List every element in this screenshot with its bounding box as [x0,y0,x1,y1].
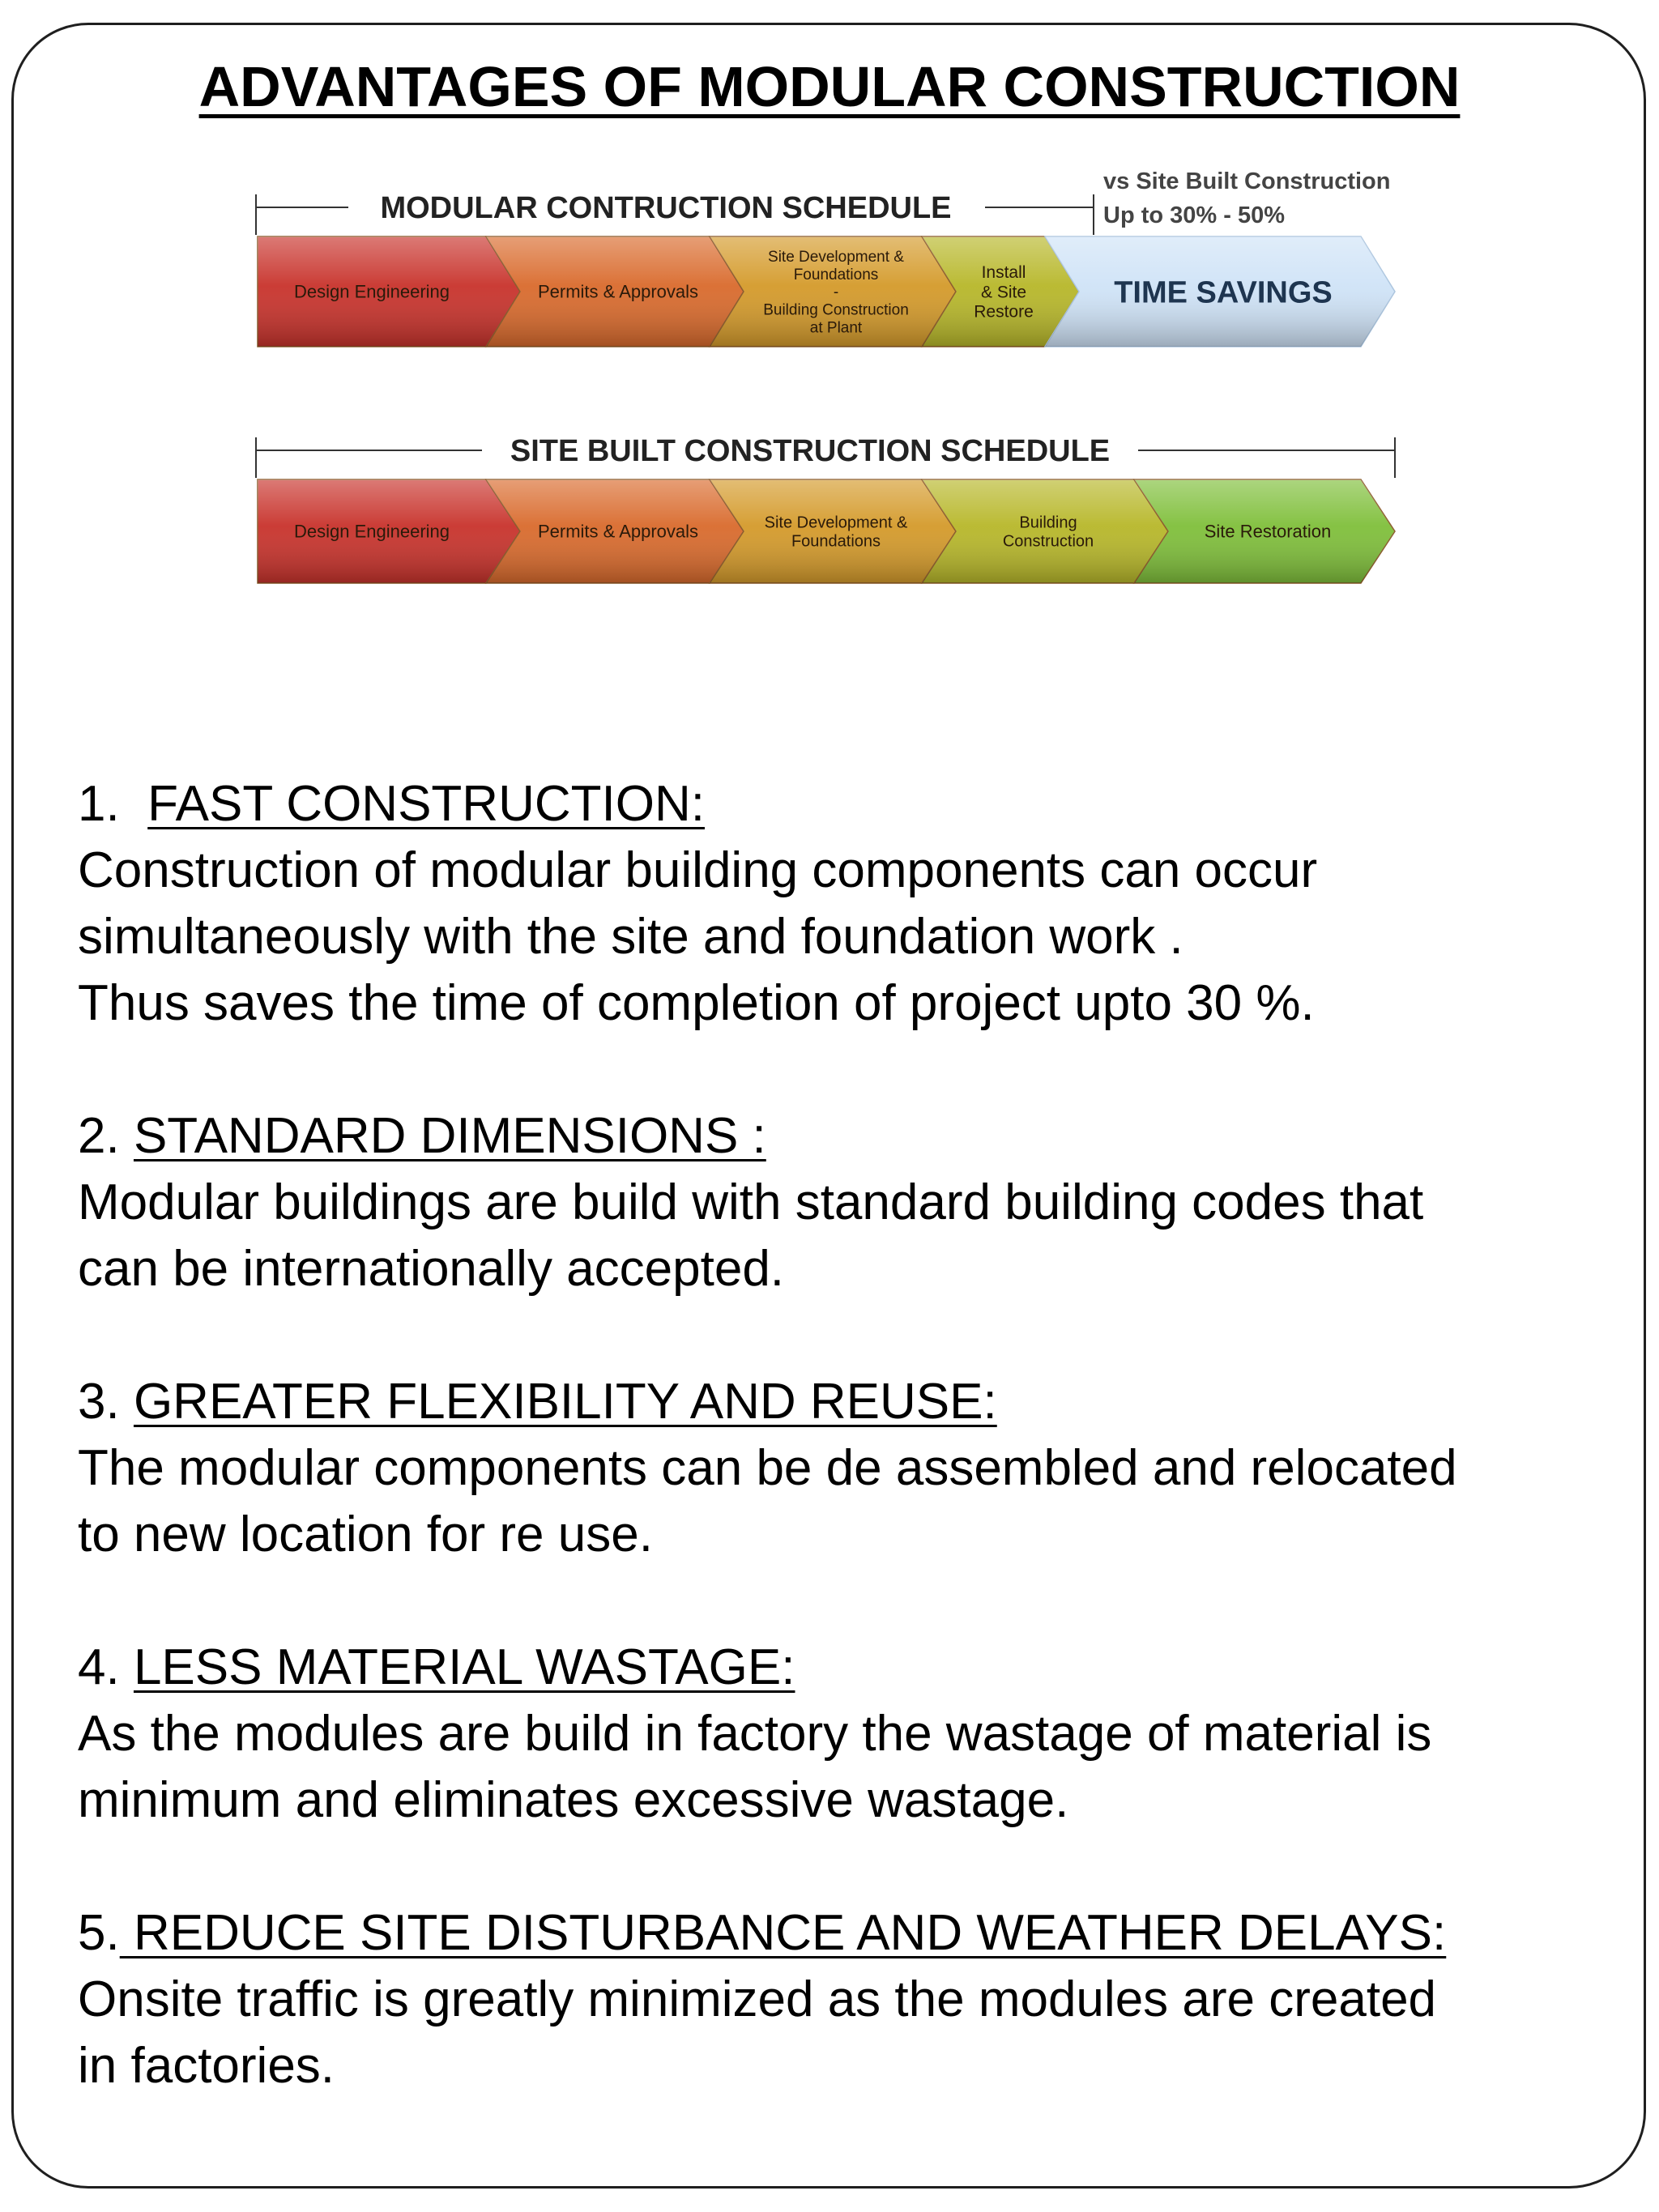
advantages-list [78,771,1617,2166]
advantage-item: 5. REDUCE SITE DISTURBANCE AND WEATHER DELAYS: Onsite traffic is greatly minimized as the modules are created in factories. [78,1905,1447,2094]
stage-label: Install [981,263,1026,283]
advantage-heading: STANDARD DIMENSIONS : [133,1108,766,1164]
stage-label: Construction [1002,532,1094,551]
site-schedule-diagram [0,0,1659,616]
stage-label: Building [1019,514,1077,532]
stage-label: - [833,283,839,301]
stage-label: Site Development & [768,248,904,266]
advantage-heading: FAST CONSTRUCTION: [147,776,705,832]
page-title: ADVANTAGES OF MODULAR CONSTRUCTION [198,55,1461,118]
advantage-item: 3. GREATER FLEXIBILITY AND REUSE: The modular components can be de assembled and relocated to new location for re use. [78,1374,1457,1562]
stage-label: Foundations [793,266,879,283]
modular-schedule-label: MODULAR CONTRUCTION SCHEDULE [380,191,952,225]
site-schedule-label: SITE BUILT CONSTRUCTION SCHEDULE [510,434,1111,468]
stage-label: Design Engineering [293,281,450,302]
stage-label: at Plant [809,319,863,337]
advantage-heading: REDUCE SITE DISTURBANCE AND WEATHER DELAYS: [119,1905,1447,1961]
advantage-heading: GREATER FLEXIBILITY AND REUSE: [133,1374,997,1430]
stage-label: Permits & Approvals [537,521,699,542]
advantage-item: 2. STANDARD DIMENSIONS : Modular buildings are build with standard building codes that can be internationally accepted. [78,1108,1424,1297]
stage-label: Site Restoration [1204,521,1332,542]
stage-label: Building Construction [763,301,909,319]
advantage-item: 1. FAST CONSTRUCTION: Construction of modular building components can occur simultaneously with the site and foundation work . Thus saves the time of completion of project upto 30 %. [78,776,1318,1031]
stage-label: Permits & Approvals [537,281,699,302]
comparison-range: Up to 30% - 50% [1103,202,1285,228]
stage-label: Foundations [791,532,881,551]
advantage-item: 4. LESS MATERIAL WASTAGE: As the modules are build in factory the wastage of material is minimum and eliminates excessive wastage. [78,1639,1432,1828]
stage-label: Site Development & [764,514,908,532]
stage-label: Restore [974,302,1034,322]
advantage-heading: LESS MATERIAL WASTAGE: [133,1639,795,1695]
stage-label: & Site [980,283,1027,302]
stage-label: TIME SAVINGS [1114,275,1333,310]
stage-label: Design Engineering [293,521,450,542]
comparison-label: vs Site Built Construction [1103,168,1391,194]
